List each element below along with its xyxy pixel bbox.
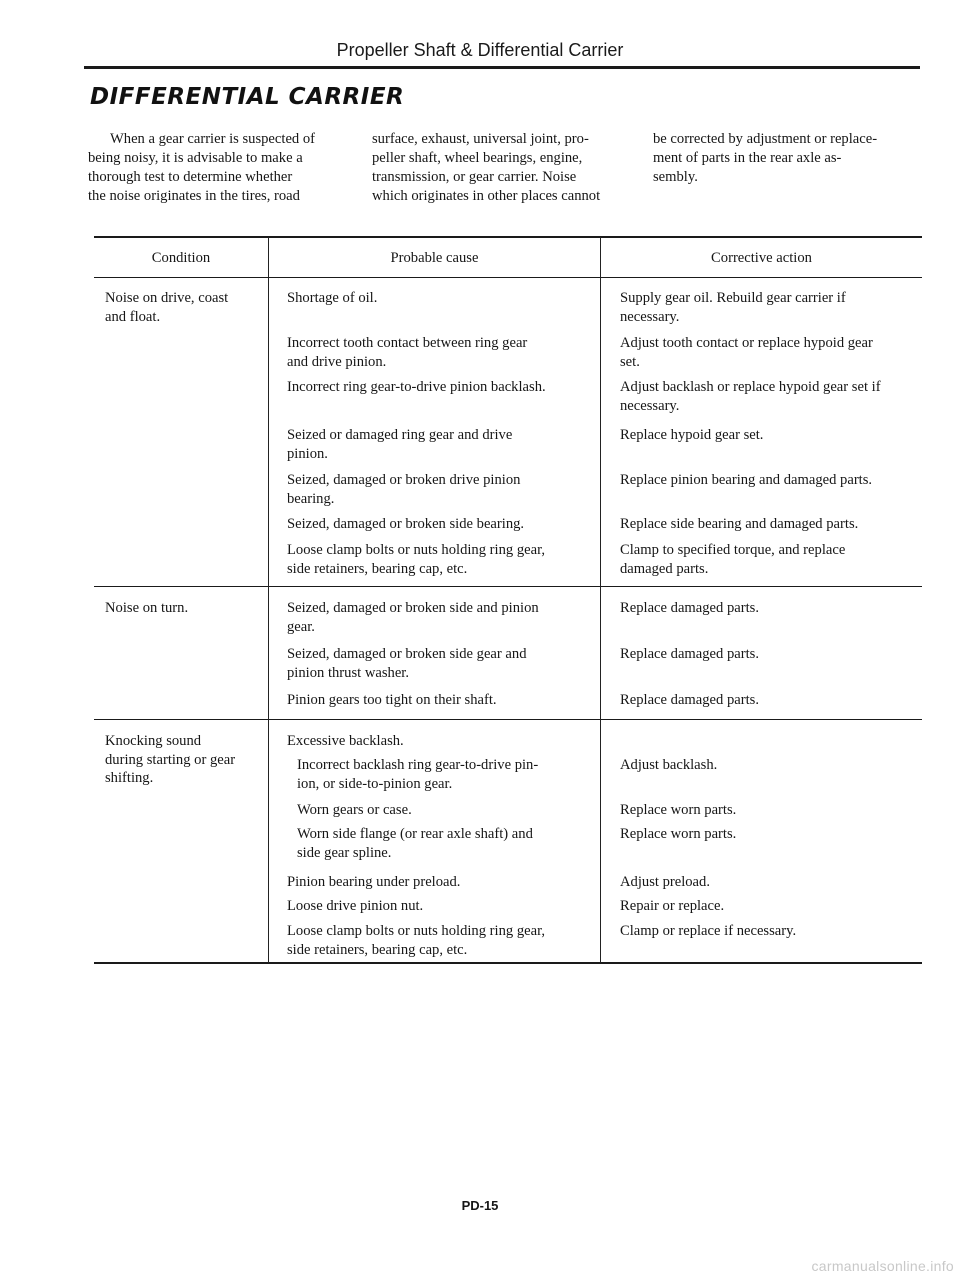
cause-line: Seized, damaged or broken side gear and [287, 646, 527, 662]
cause-cell [287, 599, 539, 636]
intro-line: the noise originates in the tires, road [88, 188, 300, 204]
cause-line: Excessive backlash. [287, 733, 404, 749]
condition-cell [105, 732, 235, 788]
cause-line: pinion thrust washer. [287, 664, 410, 681]
action-cell [620, 334, 873, 371]
action-line: Replace damaged parts. [620, 600, 759, 616]
cause-cell [287, 541, 545, 578]
header-condition: Condition [151, 250, 211, 266]
action-cell [620, 599, 759, 618]
cause-cell [287, 426, 512, 463]
action-line: Supply gear oil. Rebuild gear carrier if [620, 290, 846, 306]
action-cell [620, 471, 872, 490]
cause-line: Loose clamp bolts or nuts holding ring gear, [287, 923, 546, 939]
cause-cell [287, 897, 423, 916]
action-line: Replace hypoid gear set. [620, 427, 764, 443]
intro-line: When a gear carrier is suspected of [110, 131, 316, 147]
action-line: Adjust backlash. [620, 757, 718, 773]
action-line: Replace side bearing and damaged parts. [620, 516, 859, 532]
action-line: Replace worn parts. [620, 802, 737, 818]
cause-cell [287, 691, 497, 710]
cause-line: Worn side flange (or rear axle shaft) and [297, 826, 533, 842]
column-divider [268, 237, 269, 963]
cause-line: Seized, damaged or broken side bearing. [287, 516, 525, 532]
intro-line: transmission, or gear carrier. Noise [372, 169, 577, 185]
action-line: necessary. [620, 308, 680, 325]
cause-line: Incorrect backlash ring gear-to-drive pin- [297, 757, 539, 773]
cause-line: Pinion gears too tight on their shaft. [287, 692, 497, 708]
cause-line: Loose drive pinion nut. [287, 898, 424, 914]
running-title: Propeller Shaft & Differential Carrier [336, 40, 624, 60]
cause-line: gear. [287, 618, 315, 635]
section-title: DIFFERENTIAL CARRIER [90, 84, 405, 110]
table-header-rule [94, 277, 922, 278]
action-cell [620, 801, 736, 820]
cause-cell [287, 378, 546, 397]
action-line: Clamp to specified torque, and replace [620, 542, 846, 558]
condition-line: Noise on drive, coast [105, 290, 229, 306]
action-cell [620, 873, 710, 892]
header-rule [84, 66, 920, 69]
cause-cell [287, 645, 527, 682]
condition-cell [105, 599, 188, 618]
cause-line: Seized, damaged or broken side and pinion [287, 600, 539, 616]
action-line: set. [620, 353, 640, 370]
action-line: necessary. [620, 397, 680, 414]
action-line: damaged parts. [620, 560, 709, 577]
intro-line: sembly. [653, 169, 698, 185]
cause-cell [287, 756, 538, 793]
action-cell [620, 515, 858, 534]
cause-line: Seized, damaged or broken drive pinion [287, 472, 521, 488]
table-top-rule [94, 236, 922, 238]
cause-cell [287, 471, 520, 508]
action-cell [620, 426, 763, 445]
intro-line: surface, exhaust, universal joint, pro- [372, 131, 589, 147]
intro-line: ment of parts in the rear axle as- [653, 150, 842, 166]
table-bottom-rule [94, 962, 922, 964]
intro-line: be corrected by adjustment or replace- [653, 131, 878, 147]
cause-line: pinion. [287, 445, 328, 462]
watermark[interactable]: carmanualsonline.info [811, 1258, 954, 1274]
cause-cell [287, 825, 533, 862]
cause-cell [287, 515, 524, 534]
cause-line: side gear spline. [297, 844, 392, 861]
intro-column-3 [653, 130, 933, 187]
group-divider [94, 586, 922, 587]
action-line: Replace worn parts. [620, 826, 737, 842]
cause-line: Pinion bearing under preload. [287, 874, 461, 890]
action-cell [620, 897, 724, 916]
action-line: Adjust preload. [620, 874, 710, 890]
cause-line: bearing. [287, 490, 335, 507]
action-line: Clamp or replace if necessary. [620, 923, 797, 939]
cause-line: Incorrect tooth contact between ring gear [287, 335, 528, 351]
intro-line: being noisy, it is advisable to make a [88, 150, 303, 166]
cause-cell [287, 289, 377, 308]
cause-line: ion, or side-to-pinion gear. [297, 775, 453, 792]
intro-column-2 [372, 130, 637, 206]
action-cell [620, 922, 796, 941]
action-cell [620, 645, 759, 664]
action-line: Adjust tooth contact or replace hypoid gear [620, 335, 873, 351]
cause-line: side retainers, bearing cap, etc. [287, 560, 468, 577]
cause-cell [287, 873, 460, 892]
cause-cell [287, 801, 412, 820]
action-cell [620, 541, 845, 578]
cause-line: Shortage of oil. [287, 290, 378, 306]
action-line: Replace damaged parts. [620, 646, 759, 662]
cause-line: Incorrect ring gear-to-drive pinion backlash. [287, 379, 546, 395]
action-cell [620, 825, 736, 844]
intro-line: thorough test to determine whether [88, 169, 293, 185]
condition-line: Noise on turn. [105, 600, 189, 616]
action-line: Adjust backlash or replace hypoid gear set if [620, 379, 881, 395]
cause-line: side retainers, bearing cap, etc. [287, 941, 468, 958]
cause-line: and drive pinion. [287, 353, 387, 370]
cause-cell [287, 732, 404, 751]
action-cell [620, 756, 717, 775]
condition-line: during starting or gear [105, 751, 236, 768]
header-probable-cause: Probable cause [390, 250, 479, 266]
action-line: Replace pinion bearing and damaged parts. [620, 472, 873, 488]
intro-column-1 [88, 130, 353, 206]
action-cell [620, 289, 846, 326]
condition-line: shifting. [105, 770, 154, 786]
page-number: PD-15 [461, 1198, 499, 1213]
intro-line: which originates in other places cannot [372, 188, 601, 204]
condition-line: and float. [105, 308, 161, 325]
cause-line: Worn gears or case. [297, 802, 412, 818]
action-cell [620, 691, 759, 710]
header-corrective-action: Corrective action [711, 250, 812, 266]
cause-line: Loose clamp bolts or nuts holding ring gear, [287, 542, 546, 558]
action-cell [620, 378, 881, 415]
cause-cell [287, 334, 527, 371]
action-line: Replace damaged parts. [620, 692, 759, 708]
cause-line: Seized or damaged ring gear and drive [287, 427, 513, 443]
condition-cell [105, 289, 228, 326]
column-divider [600, 237, 601, 963]
condition-line: Knocking sound [105, 733, 202, 749]
intro-line: peller shaft, wheel bearings, engine, [372, 150, 583, 166]
action-line: Repair or replace. [620, 898, 725, 914]
group-divider [94, 719, 922, 720]
cause-cell [287, 922, 545, 959]
